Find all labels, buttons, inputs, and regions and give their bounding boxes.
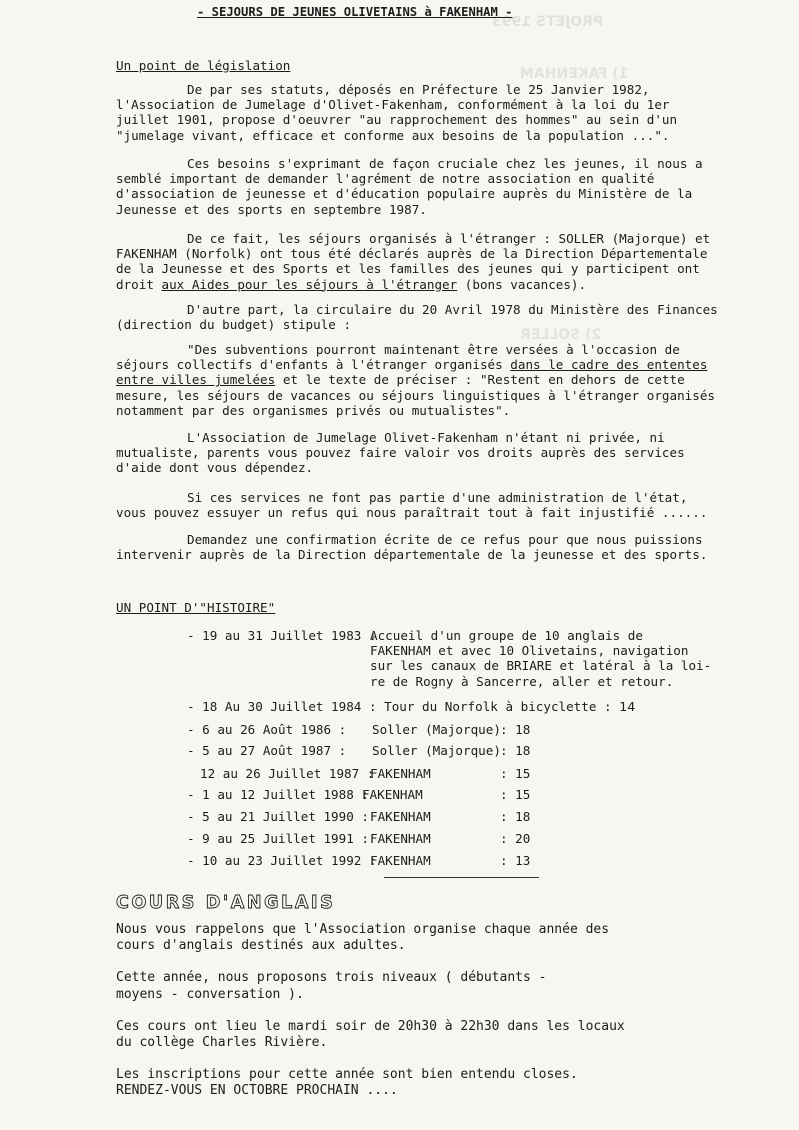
trip-date: 12 au 26 Juillet 1987 : xyxy=(200,766,375,781)
text-line: Cette année, nous proposons trois niveaux ( débutants - xyxy=(116,970,547,986)
text-line: FAKENHAM (Norfolk) ont tous été déclarés auprès de la Direction Départementale xyxy=(116,246,708,262)
text-line: Demandez une confirmation écrite de ce refus pour que nous puissions xyxy=(187,532,703,547)
blank-line xyxy=(116,1003,625,1019)
section-divider xyxy=(384,877,539,878)
text-line xyxy=(116,277,710,292)
trip-count: : 15 xyxy=(500,787,531,802)
text-line xyxy=(116,372,715,387)
histoire-heading: UN POINT D'"HISTOIRE" xyxy=(116,600,276,615)
text-line: sur les canaux de BRIARE et latéral à la loi- xyxy=(370,658,712,674)
blank-line xyxy=(116,954,625,970)
text-line: Ces cours ont lieu le mardi soir de 20h30 à 22h30 dans les locaux xyxy=(116,1018,625,1034)
text-line: d'association de jeunesse et d'éducation populaire auprès du Ministère de la xyxy=(116,186,693,202)
bleed-through-mark: 2) SOLLER xyxy=(520,327,602,343)
text-span: - 18 Au 30 Juillet 1984 : Tour du Norfolk à bicyclette : xyxy=(187,699,612,714)
quotation-block xyxy=(116,342,715,418)
trip-count: : 13 xyxy=(500,853,531,868)
text-span: séjours collectifs d'enfants à l'étranger organisés xyxy=(116,357,511,373)
underlined-aides: aux Aides pour les séjours à l'étranger xyxy=(161,276,458,292)
bleed-through-mark: PROJETS 1993 xyxy=(492,14,604,30)
cours-heading xyxy=(116,890,391,916)
history-entry-1984 xyxy=(187,699,635,714)
text-line: "jumelage vivant, efficace et conforme aux besoins de la population ...". xyxy=(116,127,670,143)
text-line: Ces besoins s'exprimant de façon cruciale chez les jeunes, il nous a xyxy=(187,156,703,171)
paragraph-services xyxy=(116,490,707,520)
trip-date: - 1 au 12 Juillet 1988 : xyxy=(187,787,369,802)
trip-count: : 15 xyxy=(500,766,531,781)
trip-date: - 5 au 21 Juillet 1990 : xyxy=(187,809,369,824)
cours-body xyxy=(116,922,625,1100)
trip-date: - 5 au 27 Août 1987 : xyxy=(187,743,347,758)
text-span: droit xyxy=(116,276,162,292)
trip-count: : 18 xyxy=(500,743,531,758)
text-line: Les inscriptions pour cette année sont bien entendu closes. xyxy=(116,1067,578,1083)
history-description xyxy=(370,628,711,689)
history-date: - 19 au 31 Juillet 1983 : xyxy=(187,628,377,643)
page-header: - SEJOURS DE JEUNES OLIVETAINS à FAKENHAM - xyxy=(197,5,513,19)
trip-place: FAKENHAM xyxy=(370,853,431,868)
paragraph-statuts xyxy=(116,82,677,143)
text-line: (direction du budget) stipule : xyxy=(116,317,352,333)
cours-heading-text: COURS D'ANGLAIS xyxy=(116,893,336,913)
text-line: intervenir auprès de la Direction départementale de la jeunesse et des sports. xyxy=(116,547,708,563)
text-line: cours d'anglais destinés aux adultes. xyxy=(116,938,406,954)
participants-count: 14 xyxy=(619,699,636,714)
text-line: Jeunesse et des sports en septembre 1987. xyxy=(116,201,427,217)
text-line: d'aide dont vous dépendez. xyxy=(116,460,314,476)
text-line: mutualiste, parents vous pouvez faire valoir vos droits auprès des services xyxy=(116,445,685,461)
paragraph-confirmation xyxy=(116,532,707,562)
paragraph-sejours xyxy=(116,231,710,292)
cours-heading-wrap xyxy=(116,890,391,920)
text-line: vous pouvez essuyer un refus qui nous paraîtrait tout à fait injustifié ...... xyxy=(116,505,708,521)
underlined-villes: entre villes jumelées xyxy=(116,372,276,388)
text-line: De par ses statuts, déposés en Préfecture le 25 Janvier 1982, xyxy=(187,82,650,97)
paragraph-circulaire xyxy=(116,302,718,332)
trip-date: - 9 au 25 Juillet 1991 : xyxy=(187,831,369,846)
text-line: juillet 1901, propose d'oeuvrer "au rapprochement des hommes" au sein d'un xyxy=(116,112,678,128)
bleed-through-mark: 1) FAKENHAM xyxy=(520,66,629,82)
trip-place: FAKENHAM xyxy=(362,787,423,802)
text-line: D'autre part, la circulaire du 20 Avril 1978 du Ministère des Finances xyxy=(187,302,718,317)
text-line xyxy=(116,357,715,372)
trip-place: FAKENHAM xyxy=(370,831,431,846)
text-line: notamment par des organismes privés ou mutualistes". xyxy=(116,402,511,418)
blank-line xyxy=(116,1051,625,1067)
text-span: et le texte de préciser : "Restent en dehors de cette xyxy=(275,372,685,388)
trip-count: : 18 xyxy=(500,722,531,737)
text-line: semblé important de demander l'agrément de notre association en qualité xyxy=(116,171,655,187)
text-line: De ce fait, les séjours organisés à l'étranger : SOLLER (Majorque) et xyxy=(187,231,711,246)
text-line: l'Association de Jumelage d'Olivet-Fakenham, conformément à la loi du 1er xyxy=(116,97,670,113)
trip-count: : 20 xyxy=(500,831,531,846)
text-line: de la Jeunesse et des Sports et les familles des jeunes qui y participent ont xyxy=(116,261,700,277)
text-line: moyens - conversation ). xyxy=(116,986,304,1002)
text-line: Nous vous rappelons que l'Association organise chaque année des xyxy=(116,922,610,937)
legislation-heading: Un point de législation xyxy=(116,58,291,73)
trip-place: FAKENHAM xyxy=(370,766,431,781)
text-span: (bons vacances). xyxy=(457,276,587,292)
trip-count: : 18 xyxy=(500,809,531,824)
trip-place: Soller (Majorque) xyxy=(372,722,501,737)
text-line: du collège Charles Rivière. xyxy=(116,1035,328,1051)
text-line: L'Association de Jumelage Olivet-Fakenham n'étant ni privée, ni xyxy=(187,430,665,445)
paragraph-association xyxy=(116,430,685,476)
trip-place: FAKENHAM xyxy=(370,809,431,824)
text-line: FAKENHAM et avec 10 Olivetains, navigation xyxy=(370,643,689,659)
trip-date: - 6 au 26 Août 1986 : xyxy=(187,722,347,737)
trip-place: Soller (Majorque) xyxy=(372,743,501,758)
text-line: re de Rogny à Sancerre, aller et retour. xyxy=(370,673,674,689)
paragraph-besoins xyxy=(116,156,703,217)
text-line: mesure, les séjours de vacances ou séjours linguistiques à l'étranger organisés xyxy=(116,387,715,403)
text-line: RENDEZ-VOUS EN OCTOBRE PROCHAIN .... xyxy=(116,1083,398,1099)
text-line: Accueil d'un groupe de 10 anglais de xyxy=(370,628,643,643)
trip-date: - 10 au 23 Juillet 1992 : xyxy=(187,853,377,868)
underlined-ententes: dans le cadre des ententes xyxy=(510,357,708,373)
text-line: Si ces services ne font pas partie d'une administration de l'état, xyxy=(187,490,688,505)
text-line: "Des subventions pourront maintenant être versées à l'occasion de xyxy=(187,342,680,357)
